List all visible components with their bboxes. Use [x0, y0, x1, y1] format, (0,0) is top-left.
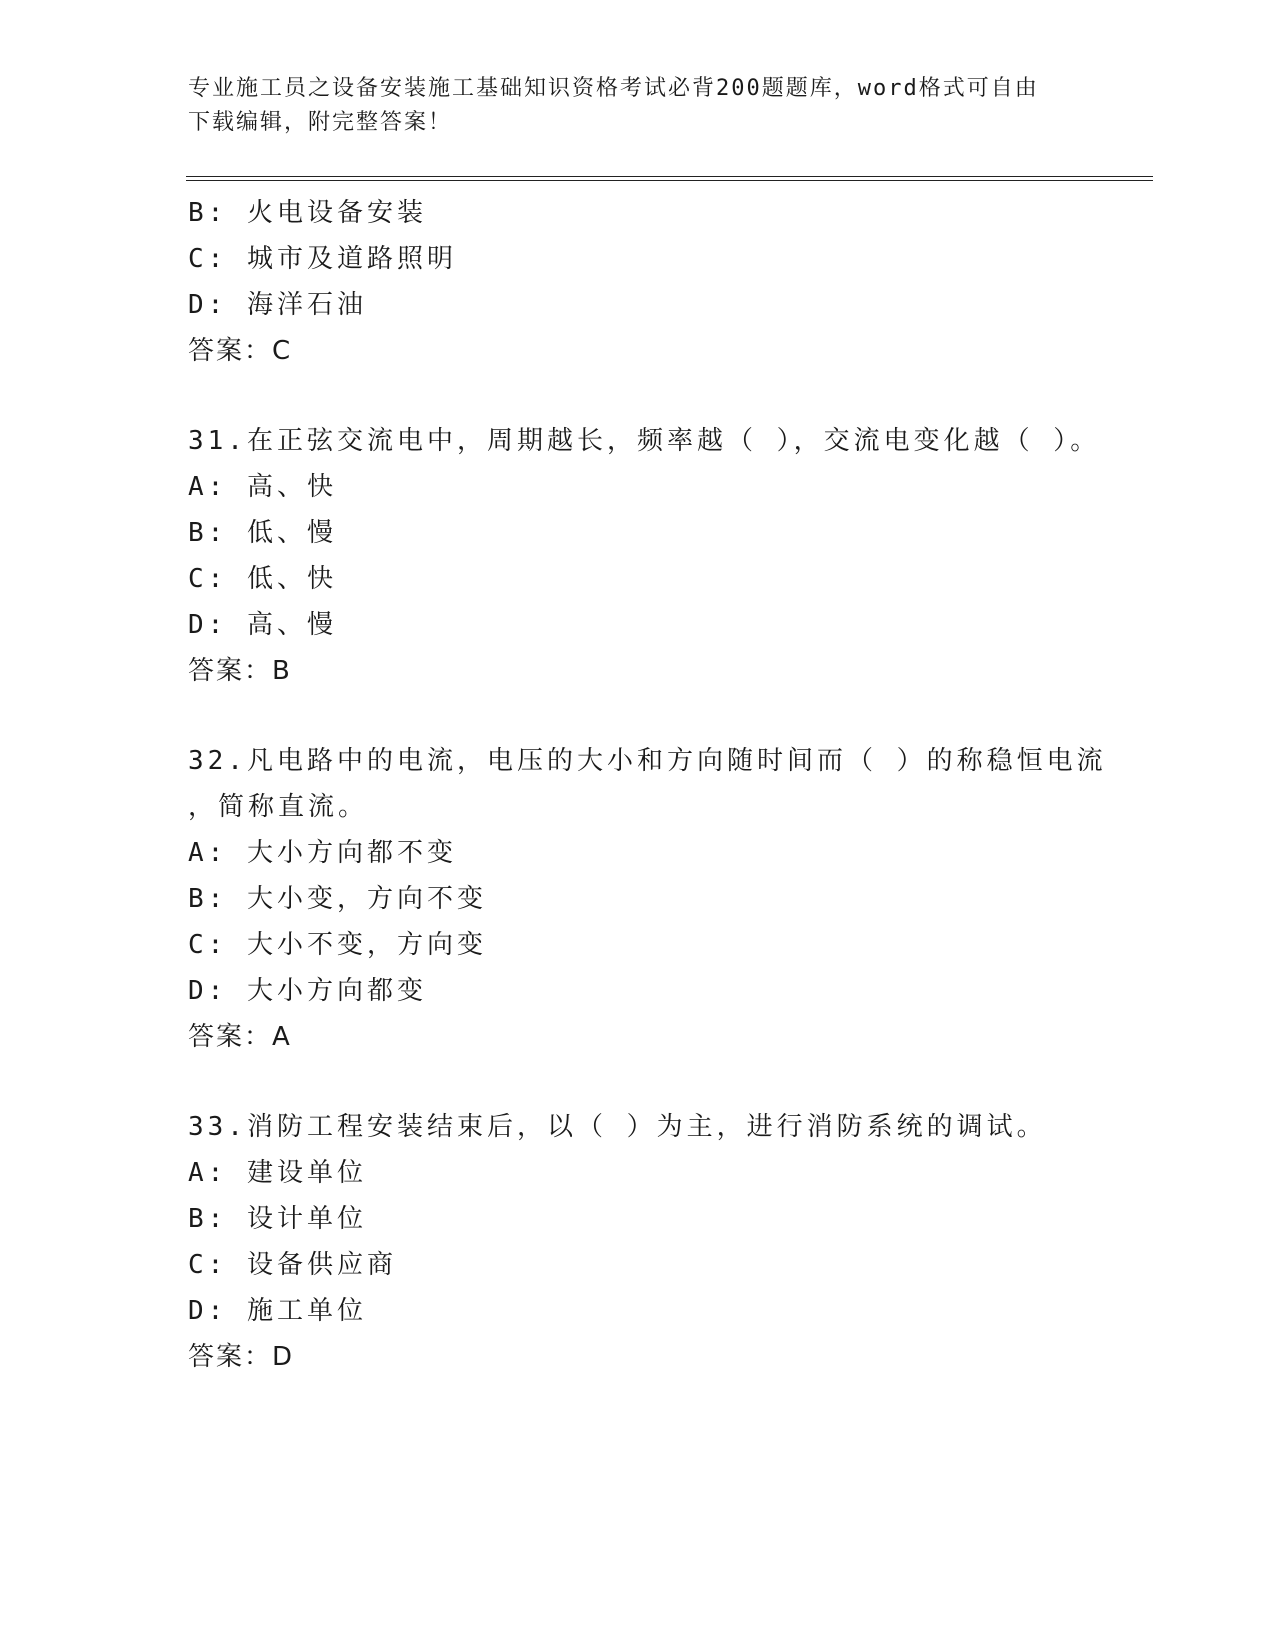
- question-list: [188, 190, 1107, 1380]
- question-text-line-2: ，简称直流。: [188, 792, 369, 822]
- option-c: C: 低、快: [188, 564, 337, 594]
- option-c: C: 设备供应商: [188, 1250, 397, 1280]
- answer: 答案：D: [188, 1342, 295, 1372]
- option-c: C: 大小不变，方向变: [188, 930, 487, 960]
- question-text: 31.在正弦交流电中，周期越长，频率越（ ），交流电变化越（ ）。: [188, 426, 1101, 456]
- option-d: D: 大小方向都变: [188, 976, 427, 1006]
- option-b: B: 火电设备安装: [188, 198, 427, 228]
- question-31: [188, 418, 1101, 694]
- answer: 答案：B: [188, 656, 292, 686]
- option-b: B: 设计单位: [188, 1204, 367, 1234]
- question-33: [188, 1104, 1088, 1380]
- question-32: [188, 738, 1107, 1060]
- option-c: C: 城市及道路照明: [188, 244, 457, 274]
- option-b: B: 大小变，方向不变: [188, 884, 487, 914]
- option-d: D: 施工单位: [188, 1296, 367, 1326]
- option-d: D: 海洋石油: [188, 290, 367, 320]
- option-b: B: 低、慢: [188, 518, 337, 548]
- question-30-tail: [188, 190, 1088, 374]
- question-text: 33.消防工程安装结束后，以（ ）为主，进行消防系统的调试。: [188, 1112, 1047, 1142]
- header-line-2: 下载编辑，附完整答案！: [188, 110, 453, 135]
- document-header: [188, 72, 1088, 140]
- option-d: D: 高、慢: [188, 610, 337, 640]
- option-a: A: 建设单位: [188, 1158, 367, 1188]
- header-divider: [186, 176, 1153, 181]
- header-line-1: 专业施工员之设备安装施工基础知识资格考试必背200题题库，word格式可自由: [188, 76, 1039, 101]
- answer: 答案：A: [188, 1022, 292, 1052]
- option-a: A: 高、快: [188, 472, 337, 502]
- option-a: A: 大小方向都不变: [188, 838, 457, 868]
- answer: 答案：C: [188, 336, 293, 366]
- question-text-line-1: 32.凡电路中的电流，电压的大小和方向随时间而（ ）的称稳恒电流: [188, 746, 1107, 776]
